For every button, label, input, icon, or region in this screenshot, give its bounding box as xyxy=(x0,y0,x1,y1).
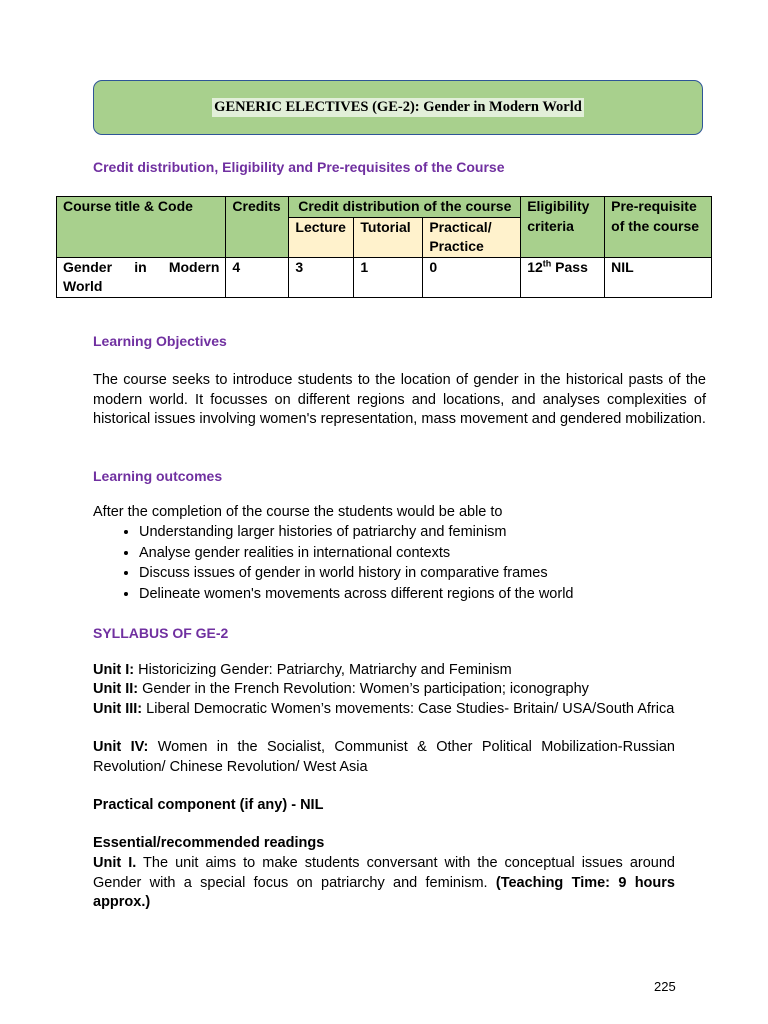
header-credits: Credits xyxy=(226,197,289,258)
cell-tutorial: 1 xyxy=(354,257,423,297)
page-number: 225 xyxy=(654,979,676,994)
readings-heading: Essential/recommended readings xyxy=(93,835,325,851)
cell-credits: 4 xyxy=(226,257,289,297)
cell-prerequisite: NIL xyxy=(605,257,712,297)
course-title-banner xyxy=(93,80,703,135)
unit-3-text: Liberal Democratic Women’s movements: Case Studies- Britain/ USA/South Africa xyxy=(142,701,675,717)
eligibility-tail: Pass xyxy=(551,258,588,275)
unit-1-label: Unit I: xyxy=(93,662,135,678)
unit-2-text: Gender in the French Revolution: Women’s participation; iconography xyxy=(138,681,589,697)
cell-practical: 0 xyxy=(423,257,521,297)
objectives-text: The course seeks to introduce students to the location of gender in the historical pasts of the modern world. It focusses on different regions and locations, and analyses complexities of historical issues involving women's representation, mass movement and gendered mobilization. xyxy=(93,372,706,427)
unit-2 xyxy=(93,680,675,700)
readings-unit-1 xyxy=(93,854,675,913)
teaching-time: (Teaching Time: 9 hours approx.) xyxy=(93,874,675,910)
eligibility-sup: th xyxy=(542,257,552,268)
unit-4-label: Unit IV: xyxy=(93,739,149,755)
unit-3 xyxy=(93,700,675,720)
list-item: • Discuss issues of gender in world history in comparative frames xyxy=(139,563,574,584)
unit-4 xyxy=(93,738,675,777)
cell-eligibility xyxy=(521,257,605,297)
credit-distribution-heading: Credit distribution, Eligibility and Pre-requisites of the Course xyxy=(93,159,505,175)
eligibility-value: 12 xyxy=(527,258,543,275)
credit-table xyxy=(56,196,712,298)
list-item: • Analyse gender realities in international contexts xyxy=(139,543,574,564)
header-course-title: Course title & Code xyxy=(57,197,226,258)
unit-4-text: Women in the Socialist, Communist & Other Political Mobilization-Russian Revolution/ Chinese Revolution/ West Asia xyxy=(93,739,675,775)
list-item: • Understanding larger histories of patriarchy and feminism xyxy=(139,522,574,543)
header-tutorial: Tutorial xyxy=(354,217,423,257)
practical-component: Practical component (if any) - NIL xyxy=(93,797,324,813)
course-title-line2: World xyxy=(63,278,103,294)
course-title-line1: Gender in Modern xyxy=(63,258,220,275)
readings-unit-text: The unit aims to make students conversant with the conceptual issues around Gender with a special focus on patriarchy and feminism. xyxy=(93,855,675,891)
unit-1-text: Historicizing Gender: Patriarchy, Matriarchy and Feminism xyxy=(134,662,512,678)
unit-2-label: Unit II: xyxy=(93,681,139,697)
header-eligibility: Eligibility criteria xyxy=(521,197,605,258)
outcomes-list xyxy=(93,522,574,604)
unit-3-label: Unit III: xyxy=(93,701,143,717)
unit-1 xyxy=(93,661,675,681)
header-lecture: Lecture xyxy=(289,217,354,257)
header-credit-distribution: Credit distribution of the course xyxy=(289,197,521,218)
banner-title: GENERIC ELECTIVES (GE-2): Gender in Modern World xyxy=(212,98,584,118)
syllabus-heading: SYLLABUS OF GE-2 xyxy=(93,625,229,641)
outcomes-intro: After the completion of the course the students would be able to xyxy=(93,504,503,520)
outcomes-heading: Learning outcomes xyxy=(93,468,223,484)
readings-unit-label: Unit I. xyxy=(93,855,137,871)
header-prerequisite: Pre-requisite of the course xyxy=(605,197,712,258)
table-row xyxy=(57,257,712,297)
objectives-heading: Learning Objectives xyxy=(93,333,227,349)
cell-lecture: 3 xyxy=(289,257,354,297)
header-practical: Practical/ Practice xyxy=(423,217,521,257)
cell-course-title xyxy=(57,257,226,297)
list-item: • Delineate women's movements across different regions of the world xyxy=(139,584,574,605)
